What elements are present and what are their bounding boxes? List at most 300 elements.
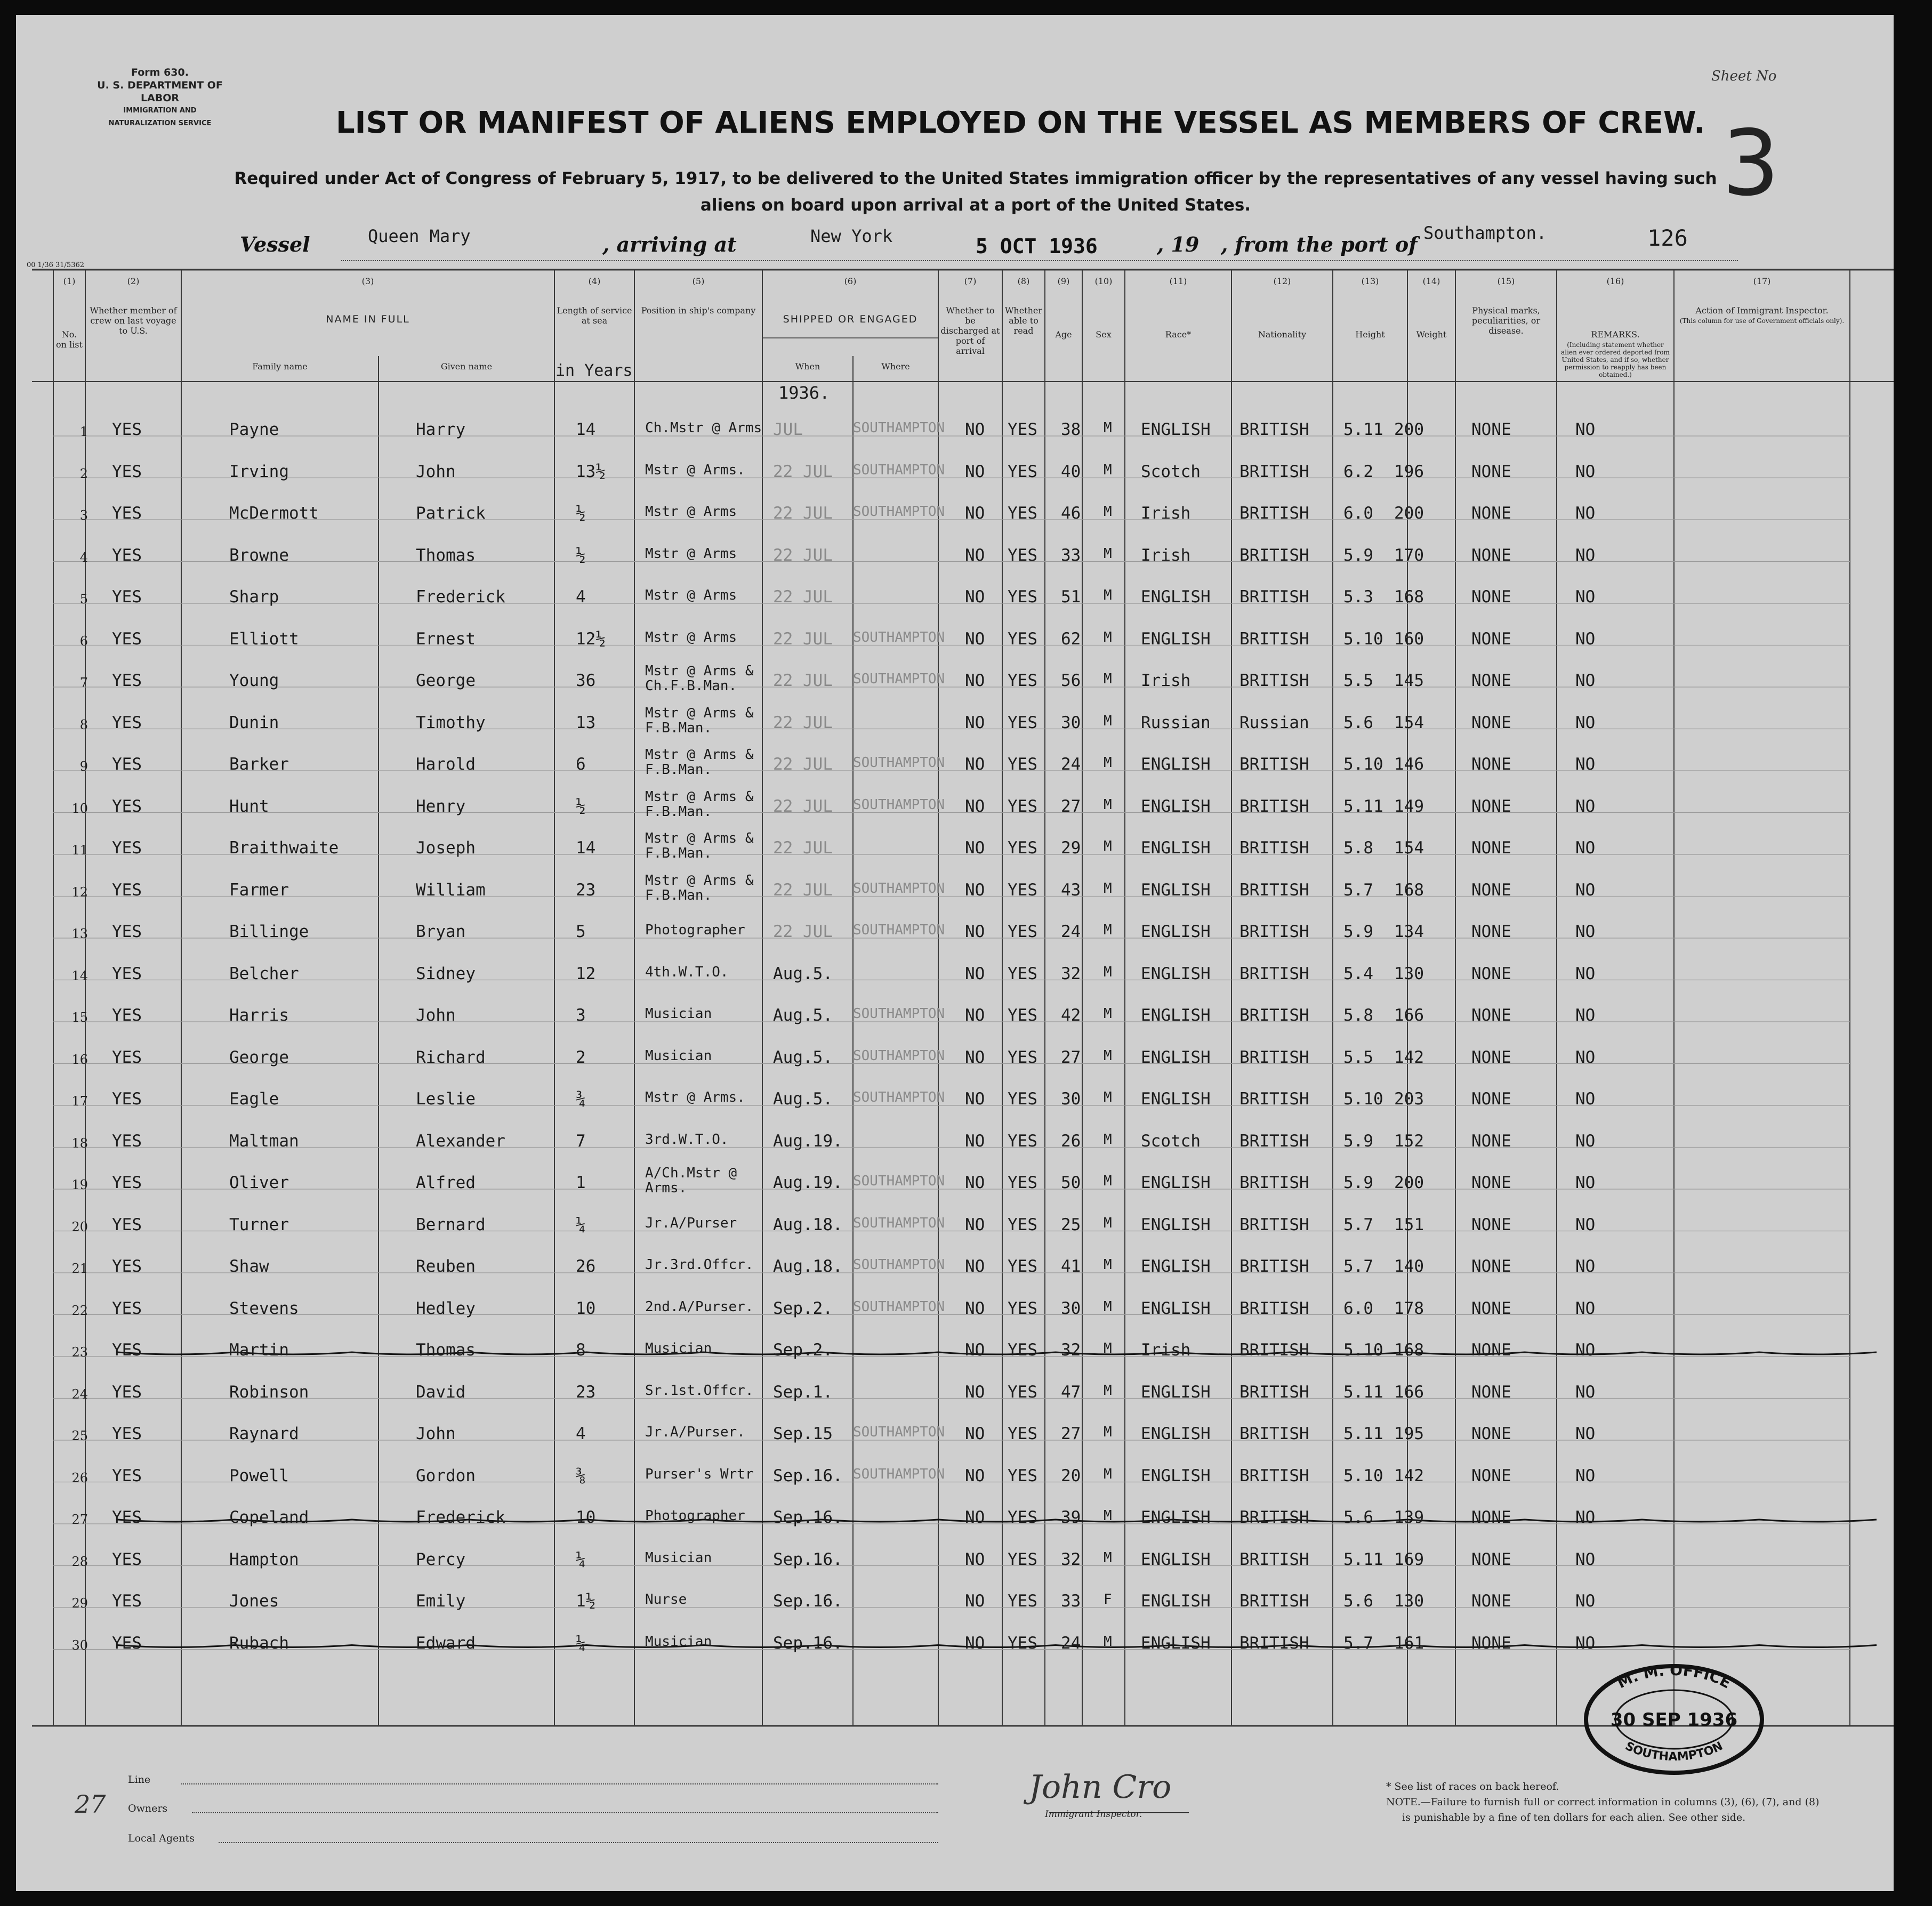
nationality: BRITISH bbox=[1239, 796, 1309, 816]
discharged: NO bbox=[965, 545, 985, 565]
sex: M bbox=[1104, 922, 1112, 938]
able-to-read: YES bbox=[1008, 671, 1037, 690]
position: Mstr @ Arms & Ch.F.B.Man. bbox=[645, 663, 754, 694]
weight: 151 bbox=[1394, 1215, 1424, 1234]
discharged: NO bbox=[965, 964, 985, 983]
family-name: Maltman bbox=[229, 1131, 299, 1151]
given-name: Bryan bbox=[416, 922, 466, 941]
row-number: 22 bbox=[71, 1303, 88, 1318]
weight: 200 bbox=[1394, 504, 1424, 523]
sheet-label: Sheet No bbox=[1711, 68, 1777, 84]
age: 32 bbox=[1061, 964, 1081, 983]
given-name: Harry bbox=[416, 420, 466, 439]
row-number: 25 bbox=[71, 1428, 88, 1443]
mm-office-stamp bbox=[1578, 1657, 1770, 1779]
nationality: BRITISH bbox=[1239, 1508, 1309, 1527]
weight: 154 bbox=[1394, 713, 1424, 732]
shipped-where: SOUTHAMPTON bbox=[853, 796, 945, 813]
position: Mstr @ Arms & F.B.Man. bbox=[645, 705, 754, 736]
shipped-when: Sep.16. bbox=[773, 1466, 843, 1485]
age: 32 bbox=[1061, 1340, 1081, 1360]
nationality: BRITISH bbox=[1239, 922, 1309, 941]
length-of-service: ½ bbox=[576, 796, 586, 816]
physical-marks: NONE bbox=[1471, 504, 1511, 523]
discharged: NO bbox=[965, 1131, 985, 1151]
member-last-voyage: YES bbox=[112, 1089, 142, 1109]
row-number: 26 bbox=[71, 1470, 88, 1485]
shipped-where: SOUTHAMPTON bbox=[853, 880, 945, 897]
remarks: NO bbox=[1575, 1633, 1596, 1653]
weight: 200 bbox=[1394, 1173, 1424, 1192]
given-name: Thomas bbox=[416, 1340, 476, 1360]
physical-marks: NONE bbox=[1471, 1131, 1511, 1151]
discharged: NO bbox=[965, 1340, 985, 1360]
shipped-when: Sep.2. bbox=[773, 1298, 833, 1318]
family-name: Turner bbox=[229, 1215, 289, 1234]
family-name: Oliver bbox=[229, 1173, 289, 1192]
row-number: 24 bbox=[71, 1386, 88, 1402]
discharged: NO bbox=[965, 1466, 985, 1485]
length-of-service: ¼ bbox=[576, 1549, 586, 1569]
column-header: Weight bbox=[1416, 329, 1447, 340]
given-name: Thomas bbox=[416, 545, 476, 565]
shipped-where: SOUTHAMPTON bbox=[853, 922, 945, 938]
family-name: Braithwaite bbox=[229, 838, 339, 858]
row-number: 30 bbox=[71, 1637, 88, 1653]
column-subheader: Where bbox=[881, 361, 910, 371]
height: 5.9 bbox=[1343, 922, 1373, 941]
remarks: NO bbox=[1575, 504, 1596, 523]
member-last-voyage: YES bbox=[112, 1298, 142, 1318]
height: 5.7 bbox=[1343, 1633, 1373, 1653]
sex: M bbox=[1104, 1340, 1112, 1356]
owners-rule bbox=[192, 1812, 938, 1813]
age: 20 bbox=[1061, 1466, 1081, 1485]
shipped-when: Sep.15 bbox=[773, 1424, 833, 1443]
sex: M bbox=[1104, 1508, 1112, 1524]
column-header: Nationality bbox=[1258, 329, 1307, 340]
remarks: NO bbox=[1575, 1508, 1596, 1527]
strike-line bbox=[117, 1645, 1877, 1647]
weight: 166 bbox=[1394, 1382, 1424, 1402]
remarks: NO bbox=[1575, 964, 1596, 983]
given-name: John bbox=[416, 462, 456, 481]
remarks: NO bbox=[1575, 1592, 1596, 1611]
position: Mstr @ Arms. bbox=[645, 462, 745, 478]
length-of-service: 3 bbox=[576, 1006, 586, 1025]
physical-marks: NONE bbox=[1471, 964, 1511, 983]
weight: 142 bbox=[1394, 1047, 1424, 1067]
position: Purser's Wrtr bbox=[645, 1466, 754, 1482]
weight: 142 bbox=[1394, 1466, 1424, 1485]
age: 24 bbox=[1061, 755, 1081, 774]
able-to-read: YES bbox=[1008, 1298, 1037, 1318]
races-note: * See list of races on back hereof. bbox=[1386, 1781, 1559, 1792]
age: 42 bbox=[1061, 1006, 1081, 1025]
weight: 145 bbox=[1394, 671, 1424, 690]
sex: F bbox=[1104, 1592, 1112, 1608]
height: 5.7 bbox=[1343, 1257, 1373, 1276]
race: Russian bbox=[1141, 713, 1211, 732]
local-agents-label: Local Agents bbox=[128, 1832, 195, 1844]
row-number: 29 bbox=[71, 1596, 88, 1611]
nationality: BRITISH bbox=[1239, 504, 1309, 523]
able-to-read: YES bbox=[1008, 796, 1037, 816]
member-last-voyage: YES bbox=[112, 1466, 142, 1485]
remarks: NO bbox=[1575, 1466, 1596, 1485]
discharged: NO bbox=[965, 755, 985, 774]
column-number: (14) bbox=[1422, 276, 1440, 286]
age: 30 bbox=[1061, 1089, 1081, 1109]
race: ENGLISH bbox=[1141, 1047, 1211, 1067]
row-number: 23 bbox=[71, 1345, 88, 1360]
height: 5.7 bbox=[1343, 1215, 1373, 1234]
arrival-date-stamp: 5 OCT 1936 bbox=[976, 235, 1098, 258]
length-of-service: ½ bbox=[576, 545, 586, 565]
column-note: (This column for use of Government officials only). bbox=[1679, 317, 1845, 325]
row-number: 8 bbox=[79, 717, 88, 732]
member-last-voyage: YES bbox=[112, 755, 142, 774]
length-of-service: 5 bbox=[576, 922, 586, 941]
length-of-service: 14 bbox=[576, 838, 596, 858]
remarks: NO bbox=[1575, 1382, 1596, 1402]
member-last-voyage: YES bbox=[112, 420, 142, 439]
physical-marks: NONE bbox=[1471, 922, 1511, 941]
position: 4th.W.T.O. bbox=[645, 964, 729, 980]
column-header: Height bbox=[1355, 329, 1385, 340]
member-last-voyage: YES bbox=[112, 1633, 142, 1653]
race: ENGLISH bbox=[1141, 1173, 1211, 1192]
sheet-number: 3 bbox=[1722, 111, 1780, 216]
column-subheader: Given name bbox=[440, 361, 493, 371]
race: ENGLISH bbox=[1141, 1215, 1211, 1234]
nationality: BRITISH bbox=[1239, 880, 1309, 900]
length-of-service: 13½ bbox=[576, 462, 606, 481]
row-number: 1 bbox=[79, 424, 88, 439]
column-header: Whether to be discharged at port of arrival bbox=[940, 305, 1000, 356]
weight: 196 bbox=[1394, 462, 1424, 481]
discharged: NO bbox=[965, 587, 985, 607]
age: 24 bbox=[1061, 1633, 1081, 1653]
column-number: (12) bbox=[1273, 276, 1291, 286]
position: Musician bbox=[645, 1633, 712, 1650]
discharged: NO bbox=[965, 1006, 985, 1025]
family-name: Farmer bbox=[229, 880, 289, 900]
height: 5.4 bbox=[1343, 964, 1373, 983]
nationality: BRITISH bbox=[1239, 1131, 1309, 1151]
family-name: Powell bbox=[229, 1466, 289, 1485]
given-name: Patrick bbox=[416, 504, 486, 523]
shipped-when: 22 JUL bbox=[773, 462, 833, 481]
position: Mstr @ Arms & F.B.Man. bbox=[645, 872, 754, 903]
position: Jr.A/Purser bbox=[645, 1215, 737, 1231]
physical-marks: NONE bbox=[1471, 420, 1511, 439]
inspector-signature: John Cro bbox=[1029, 1768, 1172, 1806]
nationality: BRITISH bbox=[1239, 1089, 1309, 1109]
length-of-service: 12 bbox=[576, 964, 596, 983]
strike-line bbox=[117, 1520, 1877, 1522]
strike-line bbox=[117, 1352, 1877, 1354]
height: 6.0 bbox=[1343, 1298, 1373, 1318]
position: Mstr @ Arms bbox=[645, 587, 737, 603]
sex: M bbox=[1104, 1424, 1112, 1440]
member-last-voyage: YES bbox=[112, 1340, 142, 1360]
length-of-service: ⅜ bbox=[576, 1466, 586, 1485]
nationality: BRITISH bbox=[1239, 587, 1309, 607]
nationality: BRITISH bbox=[1239, 1340, 1309, 1360]
race: ENGLISH bbox=[1141, 796, 1211, 816]
remarks: NO bbox=[1575, 880, 1596, 900]
race: ENGLISH bbox=[1141, 420, 1211, 439]
sex: M bbox=[1104, 587, 1112, 603]
physical-marks: NONE bbox=[1471, 1633, 1511, 1653]
weight: 130 bbox=[1394, 964, 1424, 983]
family-name: Hunt bbox=[229, 796, 269, 816]
shipped-when: 22 JUL bbox=[773, 587, 833, 607]
able-to-read: YES bbox=[1008, 545, 1037, 565]
able-to-read: YES bbox=[1008, 1215, 1037, 1234]
family-name: Jones bbox=[229, 1592, 279, 1611]
height: 5.11 bbox=[1343, 796, 1383, 816]
shipped-when: Sep.16. bbox=[773, 1633, 843, 1653]
remarks: NO bbox=[1575, 1006, 1596, 1025]
able-to-read: YES bbox=[1008, 1173, 1037, 1192]
able-to-read: YES bbox=[1008, 964, 1037, 983]
age: 41 bbox=[1061, 1257, 1081, 1276]
weight: 178 bbox=[1394, 1298, 1424, 1318]
column-subheader: When bbox=[795, 361, 820, 371]
length-of-service: 10 bbox=[576, 1298, 596, 1318]
sex: M bbox=[1104, 1466, 1112, 1482]
discharged: NO bbox=[965, 1592, 985, 1611]
race: ENGLISH bbox=[1141, 1006, 1211, 1025]
family-name: Payne bbox=[229, 420, 279, 439]
column-header: Age bbox=[1055, 329, 1072, 340]
column-number: (11) bbox=[1169, 276, 1187, 286]
sex: M bbox=[1104, 755, 1112, 771]
shipped-when: 22 JUL bbox=[773, 796, 833, 816]
family-name: Eagle bbox=[229, 1089, 279, 1109]
agents-rule bbox=[219, 1842, 938, 1843]
age: 29 bbox=[1061, 838, 1081, 858]
family-name: Copeland bbox=[229, 1508, 309, 1527]
row-number: 12 bbox=[71, 884, 88, 900]
family-name: Dunin bbox=[229, 713, 279, 732]
from-port-label: , from the port of bbox=[1221, 232, 1418, 256]
sex: M bbox=[1104, 504, 1112, 520]
family-name: Young bbox=[229, 671, 279, 690]
family-name: Raynard bbox=[229, 1424, 299, 1443]
weight: 149 bbox=[1394, 796, 1424, 816]
discharged: NO bbox=[965, 1215, 985, 1234]
nationality: BRITISH bbox=[1239, 755, 1309, 774]
height: 5.6 bbox=[1343, 713, 1373, 732]
shipped-where: SOUTHAMPTON bbox=[853, 1424, 945, 1440]
member-last-voyage: YES bbox=[112, 1424, 142, 1443]
shipped-when: Aug.18. bbox=[773, 1257, 843, 1276]
able-to-read: YES bbox=[1008, 755, 1037, 774]
shipped-where: SOUTHAMPTON bbox=[853, 1006, 945, 1022]
length-of-service: ¼ bbox=[576, 1215, 586, 1234]
remarks: NO bbox=[1575, 671, 1596, 690]
row-number: 19 bbox=[71, 1177, 88, 1192]
age: 30 bbox=[1061, 1298, 1081, 1318]
shipped-where: SOUTHAMPTON bbox=[853, 1089, 945, 1105]
discharged: NO bbox=[965, 1633, 985, 1653]
given-name: Alfred bbox=[416, 1173, 476, 1192]
sex: M bbox=[1104, 1633, 1112, 1650]
given-name: Joseph bbox=[416, 838, 476, 858]
shipped-year: 1936. bbox=[778, 383, 830, 403]
weight: 140 bbox=[1394, 1257, 1424, 1276]
member-last-voyage: YES bbox=[112, 1257, 142, 1276]
height: 5.9 bbox=[1343, 545, 1373, 565]
column-header: Sex bbox=[1096, 329, 1112, 340]
member-last-voyage: YES bbox=[112, 964, 142, 983]
discharged: NO bbox=[965, 1549, 985, 1569]
position: Mstr @ Arms & F.B.Man. bbox=[645, 788, 754, 820]
column-header: No. on list bbox=[56, 329, 83, 350]
weight: 152 bbox=[1394, 1131, 1424, 1151]
position: Nurse bbox=[645, 1592, 687, 1608]
shipped-when: 22 JUL bbox=[773, 880, 833, 900]
age: 43 bbox=[1061, 880, 1081, 900]
column-header: Race* bbox=[1165, 329, 1192, 340]
remarks: NO bbox=[1575, 587, 1596, 607]
given-name: Percy bbox=[416, 1549, 466, 1569]
sex: M bbox=[1104, 796, 1112, 813]
length-of-service: 14 bbox=[576, 420, 596, 439]
able-to-read: YES bbox=[1008, 629, 1037, 649]
column-header: Position in ship's company bbox=[641, 305, 756, 316]
position: Musician bbox=[645, 1047, 712, 1064]
physical-marks: NONE bbox=[1471, 671, 1511, 690]
sex: M bbox=[1104, 713, 1112, 729]
column-subheader: Family name bbox=[252, 361, 308, 371]
stamp-top-text: M. M. OFFICE bbox=[1614, 1661, 1734, 1692]
age: 62 bbox=[1061, 629, 1081, 649]
manifest-title: LIST OR MANIFEST OF ALIENS EMPLOYED ON THE VESSEL AS MEMBERS OF CREW. bbox=[336, 106, 1705, 140]
given-name: Leslie bbox=[416, 1089, 476, 1109]
member-last-voyage: YES bbox=[112, 545, 142, 565]
sex: M bbox=[1104, 545, 1112, 562]
row-number: 11 bbox=[71, 843, 88, 858]
length-of-service: 23 bbox=[576, 880, 596, 900]
row-number: 28 bbox=[71, 1554, 88, 1569]
discharged: NO bbox=[965, 462, 985, 481]
remarks: NO bbox=[1575, 1215, 1596, 1234]
age: 27 bbox=[1061, 1424, 1081, 1443]
family-name: George bbox=[229, 1047, 289, 1067]
weight: 166 bbox=[1394, 1006, 1424, 1025]
height: 5.6 bbox=[1343, 1508, 1373, 1527]
nationality: BRITISH bbox=[1239, 671, 1309, 690]
able-to-read: YES bbox=[1008, 1549, 1037, 1569]
column-number: (8) bbox=[1017, 276, 1030, 286]
shipped-where: SOUTHAMPTON bbox=[853, 755, 945, 771]
remarks: NO bbox=[1575, 1340, 1596, 1360]
remarks: NO bbox=[1575, 462, 1596, 481]
length-of-service: 23 bbox=[576, 1382, 596, 1402]
position: Photographer bbox=[645, 1508, 745, 1524]
height: 5.10 bbox=[1343, 1089, 1383, 1109]
shipped-when: Aug.18. bbox=[773, 1215, 843, 1234]
weight: 161 bbox=[1394, 1633, 1424, 1653]
column-number: (6) bbox=[844, 276, 857, 286]
row-number: 15 bbox=[71, 1010, 88, 1025]
physical-marks: NONE bbox=[1471, 545, 1511, 565]
length-of-service: 6 bbox=[576, 755, 586, 774]
position: Jr.A/Purser. bbox=[645, 1424, 745, 1440]
length-of-service: ¼ bbox=[576, 1633, 586, 1653]
height: 5.7 bbox=[1343, 880, 1373, 900]
physical-marks: NONE bbox=[1471, 1047, 1511, 1067]
height: 5.11 bbox=[1343, 420, 1383, 439]
shipped-when: Aug.19. bbox=[773, 1131, 843, 1151]
race: ENGLISH bbox=[1141, 880, 1211, 900]
column-header: Physical marks, peculiarities, or disease. bbox=[1471, 305, 1541, 336]
weight: 168 bbox=[1394, 587, 1424, 607]
physical-marks: NONE bbox=[1471, 1424, 1511, 1443]
shipped-where: SOUTHAMPTON bbox=[853, 420, 945, 436]
physical-marks: NONE bbox=[1471, 838, 1511, 858]
list-number: 126 bbox=[1647, 225, 1688, 251]
nationality: BRITISH bbox=[1239, 1298, 1309, 1318]
discharged: NO bbox=[965, 922, 985, 941]
family-name: Elliott bbox=[229, 629, 299, 649]
vessel-label: Vessel bbox=[240, 232, 310, 256]
column-number: (17) bbox=[1753, 276, 1771, 286]
given-name: John bbox=[416, 1006, 456, 1025]
given-name: Hedley bbox=[416, 1298, 476, 1318]
physical-marks: NONE bbox=[1471, 713, 1511, 732]
row-number: 5 bbox=[79, 592, 88, 607]
column-header: REMARKS. bbox=[1591, 329, 1640, 340]
penalty-note: NOTE.—Failure to furnish full or correct information in columns (3), (6), (7), and (8) bbox=[1386, 1796, 1820, 1808]
nationality: BRITISH bbox=[1239, 1382, 1309, 1402]
given-name: Frederick bbox=[416, 587, 505, 607]
race: ENGLISH bbox=[1141, 629, 1211, 649]
column-header: SHIPPED OR ENGAGED bbox=[783, 313, 918, 325]
given-name: Reuben bbox=[416, 1257, 476, 1276]
column-number: (9) bbox=[1057, 276, 1070, 286]
row-number: 3 bbox=[79, 508, 88, 523]
weight: 154 bbox=[1394, 838, 1424, 858]
height: 5.11 bbox=[1343, 1382, 1383, 1402]
penalty-note-2: is punishable by a fine of ten dollars for each alien. See other side. bbox=[1402, 1812, 1746, 1823]
able-to-read: YES bbox=[1008, 713, 1037, 732]
weight: 168 bbox=[1394, 880, 1424, 900]
family-name: Robinson bbox=[229, 1382, 309, 1402]
column-number: (1) bbox=[63, 276, 76, 286]
able-to-read: YES bbox=[1008, 1257, 1037, 1276]
able-to-read: YES bbox=[1008, 1340, 1037, 1360]
discharged: NO bbox=[965, 796, 985, 816]
row-number: 16 bbox=[71, 1052, 88, 1067]
member-last-voyage: YES bbox=[112, 1592, 142, 1611]
position: Musician bbox=[645, 1549, 712, 1566]
shipped-where: SOUTHAMPTON bbox=[853, 671, 945, 687]
sex: M bbox=[1104, 838, 1112, 854]
shipped-when: Aug.5. bbox=[773, 1047, 833, 1067]
column-header: NAME IN FULL bbox=[326, 313, 410, 325]
able-to-read: YES bbox=[1008, 880, 1037, 900]
race: Irish bbox=[1141, 671, 1191, 690]
sex: M bbox=[1104, 462, 1112, 478]
able-to-read: YES bbox=[1008, 838, 1037, 858]
remarks: NO bbox=[1575, 1173, 1596, 1192]
length-of-service: 4 bbox=[576, 1424, 586, 1443]
